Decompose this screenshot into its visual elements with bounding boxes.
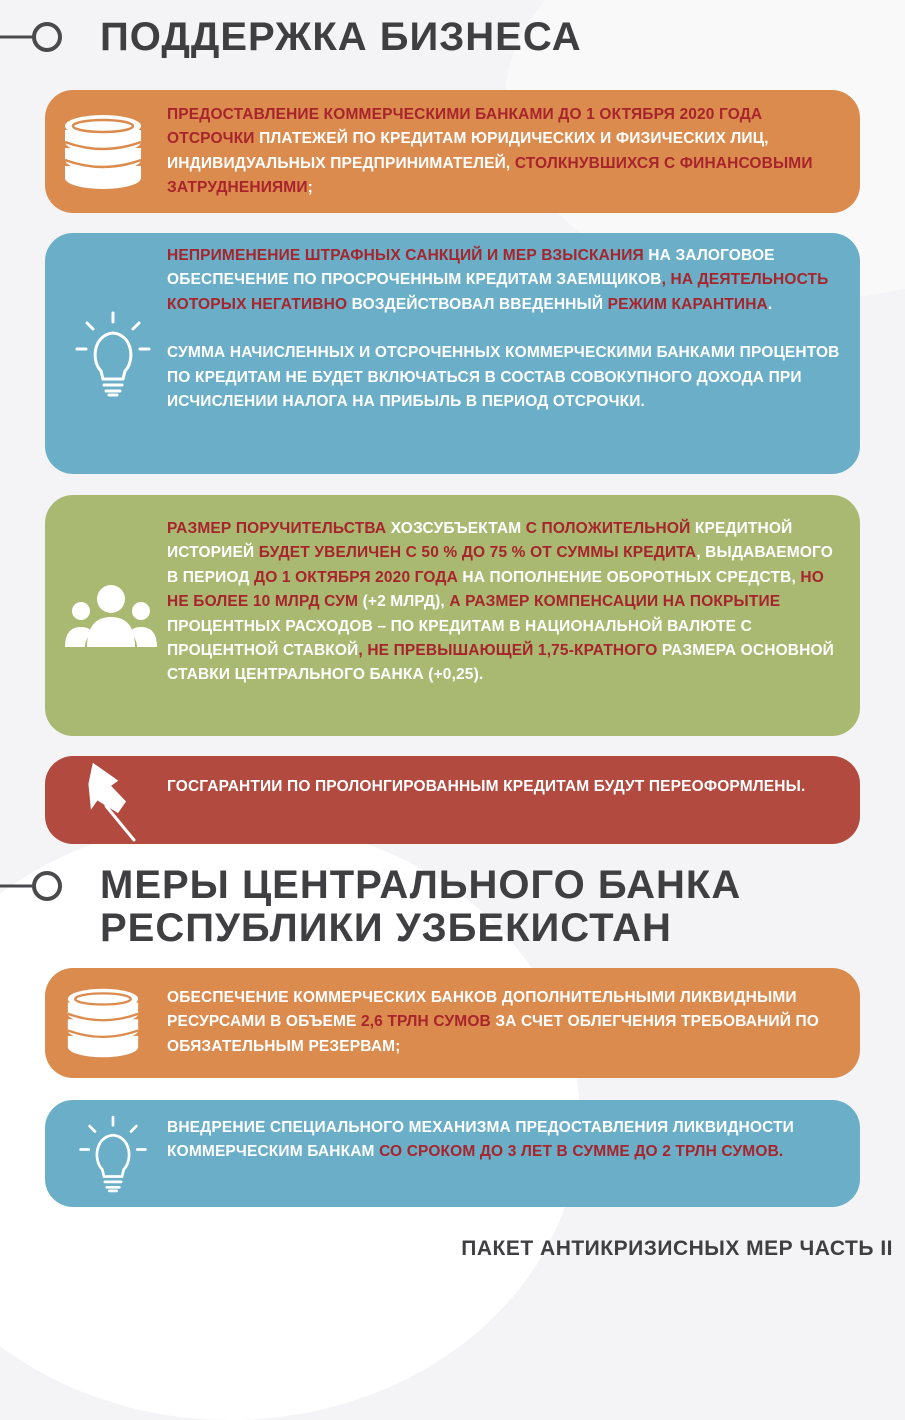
text-segment: ХОЗСУБЪЕКТАМ <box>386 520 526 537</box>
section-marker-icon <box>0 866 70 906</box>
highlight: , НЕ ПРЕВЫШАЮЩЕЙ 1,75-КРАТНОГО <box>358 642 658 660</box>
pushpin-icon <box>53 756 168 844</box>
coins-icon <box>45 90 160 213</box>
text-segment: ЗА СЧЕТ ОБЛЕГЧЕНИЯ ТРЕБОВАНИЙ ПО ОБЯЗАТЕЛЬНЫМ РЕЗЕРВАМ; <box>167 1013 819 1055</box>
title-line: МЕРЫ ЦЕНТРАЛЬНОГО БАНКА <box>100 863 742 907</box>
card-penalties-paragraph-2: СУММА НАЧИСЛЕННЫХ И ОТСРОЧЕННЫХ КОММЕРЧЕСКИМИ БАНКАМИ ПРОЦЕНТОВ ПО КРЕДИТАМ НЕ БУДЕТ ВКЛЮЧАТЬСЯ В СОСТАВ СОВОКУПНОГО ДОХОДА ПРИ ИСЧИСЛЕНИИ НАЛОГА НА ПРИБЫЛЬ В ПЕРИОД ОТСРОЧКИ. <box>167 344 840 411</box>
text-segment: . <box>767 295 773 313</box>
card-mechanism-paragraph <box>167 1116 846 1165</box>
card-deferral <box>45 90 860 213</box>
highlight: БУДЕТ УВЕЛИЧЕН С 50 % ДО 75 % ОТ СУММЫ КРЕДИТА <box>258 544 697 562</box>
highlight: РЕЖИМ КАРАНТИНА <box>607 295 768 313</box>
text-segment: КРЕДИТНОЙ ИСТОРИЕЙ <box>167 520 793 562</box>
text-segment: ; <box>307 179 313 197</box>
highlight: НЕПРИМЕНЕНИЕ ШТРАФНЫХ САНКЦИЙ И МЕР ВЗЫСКАНИЯ <box>167 247 644 264</box>
lightbulb-icon <box>55 1100 170 1207</box>
text-segment: ВНЕДРЕНИЕ СПЕЦИАЛЬНОГО МЕХАНИЗМА ПРЕДОСТАВЛЕНИЯ ЛИКВИДНОСТИ КОММЕРЧЕСКИМ БАНКАМ <box>167 1119 794 1161</box>
highlight: С ПОЛОЖИТЕЛЬНОЙ <box>525 520 691 537</box>
card-liquidity-paragraph <box>167 986 846 1059</box>
highlight: НО НЕ БОЛЕЕ 10 МЛРД СУМ <box>167 568 824 611</box>
text-segment: НА ЗАЛОГОВОЕ ОБЕСПЕЧЕНИЕ ПО ПРОСРОЧЕННЫМ КРЕДИТАМ ЗАЕМЩИКОВ <box>167 247 775 289</box>
section-title-central-bank <box>100 864 741 950</box>
card-deferral-paragraph <box>167 103 846 201</box>
highlight: РАЗМЕР ПОРУЧИТЕЛЬСТВА <box>167 520 387 537</box>
text-segment: ПЛАТЕЖЕЙ ПО КРЕДИТАМ ЮРИДИЧЕСКИХ И ФИЗИЧЕСКИХ ЛИЦ, ИНДИВИДУАЛЬНЫХ ПРЕДПРИНИМАТЕЛЕЙ, <box>167 130 769 172</box>
highlight: СО СРОКОМ ДО 3 ЛЕТ В СУММЕ ДО 2 ТРЛН СУМОВ. <box>379 1143 784 1161</box>
card-liquidity-resources-text <box>167 986 846 1059</box>
card-penalties <box>45 233 860 474</box>
title-line: РЕСПУБЛИКИ УЗБЕКИСТАН <box>100 906 672 950</box>
highlight: ПРЕДОСТАВЛЕНИЕ КОММЕРЧЕСКИМИ БАНКАМИ ДО 1 ОКТЯБРЯ 2020 ГОДА ОТСРОЧКИ <box>167 106 763 148</box>
text-segment: ОБЕСПЕЧЕНИЕ КОММЕРЧЕСКИХ БАНКОВ ДОПОЛНИТЕЛЬНЫМИ ЛИКВИДНЫМИ РЕСУРСАМИ В ОБЪЕМЕ <box>167 989 797 1031</box>
card-state-guarantees <box>45 756 860 844</box>
card-penalties-paragraph <box>167 244 846 317</box>
card-deferral-text <box>167 103 846 201</box>
text-segment: ПРОЦЕНТНЫХ РАСХОДОВ – ПО КРЕДИТАМ В НАЦИОНАЛЬНОЙ ВАЛЮТЕ С ПРОЦЕНТНОЙ СТАВКОЙ <box>167 617 752 660</box>
highlight: , НА ДЕЯТЕЛЬНОСТЬ КОТОРЫХ НЕГАТИВНО <box>167 271 829 313</box>
lightbulb-icon <box>55 233 170 474</box>
card-guarantee-paragraph <box>167 517 846 688</box>
footer-caption: ПАКЕТ АНТИКРИЗИСНЫХ МЕР ЧАСТЬ II <box>461 1237 893 1260</box>
text-segment: ВОЗДЕЙСТВОВАЛ ВВЕДЕННЫЙ <box>347 295 608 313</box>
highlight: А РАЗМЕР КОМПЕНСАЦИИ НА ПОКРЫТИЕ <box>449 593 781 611</box>
card-liquidity-mechanism <box>45 1100 860 1207</box>
highlight: ДО 1 ОКТЯБРЯ 2020 ГОДА <box>254 568 458 586</box>
highlight: СТОЛКНУВШИХСЯ С ФИНАНСОВЫМИ ЗАТРУДНЕНИЯМИ <box>167 154 813 197</box>
card-state-guarantees-text: ГОСГАРАНТИИ ПО ПРОЛОНГИРОВАННЫМ КРЕДИТАМ БУДУТ ПЕРЕОФОРМЛЕНЫ. <box>167 778 806 795</box>
text-segment: , ВЫДАВАЕМОГО В ПЕРИОД <box>167 544 833 586</box>
highlight: 2,6 ТРЛН СУМОВ <box>360 1013 491 1031</box>
section-title-business-support: ПОДДЕРЖКА БИЗНЕСА <box>100 15 582 59</box>
coins-icon <box>45 968 160 1078</box>
text-segment: РАЗМЕРА ОСНОВНОЙ СТАВКИ ЦЕНТРАЛЬНОГО БАНКА (+0,25). <box>167 642 834 684</box>
card-liquidity-mechanism-text <box>167 1116 846 1165</box>
people-icon <box>53 495 168 736</box>
card-liquidity-resources <box>45 968 860 1078</box>
section-marker-icon <box>0 17 70 57</box>
text-segment: НА ПОПОЛНЕНИЕ ОБОРОТНЫХ СРЕДСТВ, <box>457 568 801 586</box>
text-segment: (+2 МЛРД), <box>358 593 450 611</box>
card-guarantee-text <box>167 517 846 688</box>
card-penalties-text <box>167 244 846 414</box>
card-guarantee <box>45 495 860 736</box>
